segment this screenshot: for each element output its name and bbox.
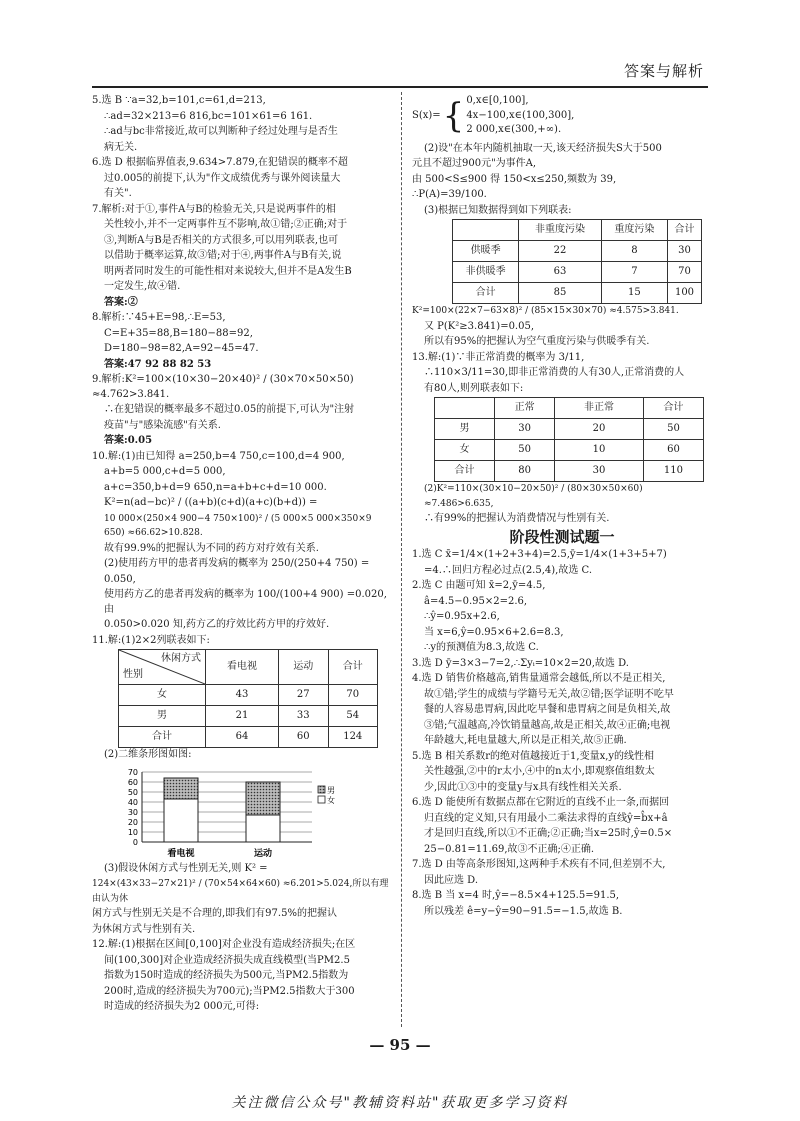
table-header: 合计 [643,398,703,419]
line: ∴ŷ=0.95x+2.6, [424,611,500,622]
piecewise-lead: S(x)= [412,109,441,121]
table-header: 看电视 [206,650,279,685]
table-cell: 供暖季 [453,241,519,262]
table-row [453,241,702,262]
line: 11.解:(1)2×2列联表如下: [92,634,210,646]
table-cell: 女 [435,440,495,461]
footer-note: 关注微信公众号"教辅资料站"获取更多学习资料 [231,1095,569,1111]
line: C=E+35=88,B=180−88=92, [104,327,253,339]
answer-8 [92,311,392,372]
table-cell: 60 [643,440,703,461]
table-header: 非正常 [555,398,644,419]
table-cell: 合计 [453,283,519,304]
table-cell: 124 [328,727,378,748]
table-cell: 8 [601,241,667,262]
bar-male [246,782,280,815]
line: (2)使用药方甲的患者再发病的概率为 250/(250+4 750) = [104,558,370,569]
line: 8.选 B 当 x=4 时,ŷ=−8.5×4+125.5=91.5, [412,890,620,901]
line: 124×(43×33−27×21)² / (70×54×64×60) ≈6.201>5.024,所以有理由认为休 [92,879,389,904]
line: (2)K²=110×(30×10−20×50)² / (80×30×50×60) ≈7.486>6.635, [424,484,643,509]
table-cell: 110 [643,461,703,482]
bar-female [164,799,198,842]
table-header: 运动 [279,650,328,685]
piecewise-function [412,94,712,138]
page-number: — 95 — [369,1036,431,1054]
line: 间(100,300]对企业造成经济损失成直线模型(当PM2.5 [104,954,350,966]
answer-label: 答案:0.05 [104,435,153,446]
answer-11 [92,634,392,938]
table-cell: 15 [601,283,667,304]
y-tick-label: 0 [132,837,138,847]
line: 6.选 D 根据临界值表,9.634>7.879,在犯错误的概率不超 [92,157,348,168]
line: ∴110×3/11=30,即非正常消费的人有30人,正常消费的人 [424,367,685,378]
line: 故①错;学生的成绩与学籍号无关,故②错;医学证明不吃早 [424,688,674,700]
line: 关性较小,并不一定两事件互不影响,故①错;②正确;对于 [104,219,348,230]
line: 少,因此①③中的变量y与x具有线性相关关系. [424,781,622,793]
line: a+c=350,b+d=9 650,n=a+b+c+d=10 000. [104,481,327,493]
line: 故有99.9%的把握认为不同的药方对疗效有关系. [104,542,319,554]
table-cell: 30 [668,241,702,262]
table-header: 重度污染 [601,220,667,241]
table-row [435,440,704,461]
table-row [119,706,378,727]
line: 由 500<S≤900 得 150<x≤250,频数为 39, [412,173,617,185]
table-cell: 10 [555,440,644,461]
table-cell: 70 [668,262,702,283]
line: 6.选 D 能使所有数据点都在它附近的直线不止一条,而据回 [412,797,670,808]
line: 有关". [104,188,132,199]
piecewise-case: 0,x∈[0,100], [466,95,529,106]
line: 10.解:(1)由已知得 a=250,b=4 750,c=100,d=4 900, [92,450,345,462]
line: ∴ad=32×213=6 816,bc=101×61=6 161. [104,110,313,122]
table-row [119,727,378,748]
y-tick-label: 50 [127,787,138,797]
table-cell: 20 [555,419,644,440]
answer-label: 答案:② [104,296,138,308]
line: 10 000×(250×4 900−4 750×100)² / (5 000×5 000×350×9 650) ≈66.62>10.828. [104,513,372,538]
line: ∴在犯错误的概率最多不超过0.05的前提下,可认为"注射 [104,404,355,415]
line: 8.解析:∵45+E=98,∴E=53, [92,312,226,323]
line: 5.选 B ∵a=32,b=101,c=61,d=213, [92,95,266,106]
line: (2)二维条形图如图: [104,749,192,760]
line: K²=100×(22×7−63×8)² / (85×15×30×70) ≈4.575>3.841. [412,306,679,316]
line: 年龄越大,耗电量越大,所以是正相关,故⑤正确. [424,735,627,746]
y-tick-label: 60 [127,777,138,787]
line: 12.解:(1)根据在区间[0,100]对企业没有造成经济损失;在区 [92,939,356,950]
corner-top-label: 休闲方式 [161,653,201,664]
table-row [453,283,702,304]
table-cell: 60 [279,727,328,748]
contingency-table-12 [452,219,702,304]
table-cell: 30 [495,419,555,440]
line: 病无关. [104,141,138,153]
bar-female [246,815,280,842]
line: 2.选 C 由题可知 x̄=2,ȳ=4.5, [412,580,546,591]
line: 当 x=6,ŷ=0.95×6+2.6=8.3, [424,626,564,638]
table-cell: 54 [328,706,378,727]
line: 5.选 B 相关系数r的绝对值越接近于1,变量x,y的线性相 [412,750,655,762]
section-title: 阶段性测试题一 [509,527,615,546]
table-cell: 43 [206,685,279,706]
table-cell: 22 [519,241,601,262]
answer-6 [92,156,392,202]
line: 关性越强,②中的r太小,④中的n太小,即观察值组数太 [424,766,655,777]
table-cell: 合计 [435,461,495,482]
line: 4.选 D 销售价格越高,销售量通常会越低,所以不是正相关, [412,673,666,684]
line: (3)根据已知数据得到如下列联表: [424,204,572,216]
line: ∴P(A)=39/100. [412,189,487,200]
table-cell: 30 [555,461,644,482]
table-header: 正常 [495,398,555,419]
table-header: 合计 [328,650,378,685]
table-cell: 合计 [119,727,206,748]
table-cell: 男 [119,706,206,727]
line: 所以残差 ê=y−ŷ=90−91.5=−1.5,故选 B. [424,905,623,917]
table-row [435,419,704,440]
line: 一定发生,故④错. [104,281,181,292]
column-divider [401,92,402,1027]
line: (2)设"在本年内随机抽取一天,该天经济损失S大于500 [424,142,662,154]
line: 明两者同时发生的可能性相对来说较大,但并不是A发生B [104,265,352,277]
table-cell: 非供暖季 [453,262,519,283]
answer-label: 答案:47 92 88 82 53 [104,358,212,370]
table-header: 合计 [668,220,702,241]
line: 以借助于概率运算,故③错;对于④,两事件A与B有关,说 [104,250,342,261]
table-cell: 63 [519,262,601,283]
piecewise-case: 2 000,x∈(300,+∞). [466,124,562,135]
line: K²=n(ad−bc)² / ((a+b)(c+d)(a+c)(b+d)) = [104,497,318,508]
page-header-title: 答案与解析 [623,62,704,80]
line: 使用药方乙的患者再发病的概率为 100/(100+4 900) =0.020,由 [104,589,387,615]
line: ③,判断A与B是否相关的方式很多,可以用列联表,也可 [104,234,339,246]
line: â=4.5−0.95×2=2.6, [424,595,528,607]
line: 9.解析:K²=100×(10×30−20×40)² / (30×70×50×50) ≈4.762>3.841. [92,374,354,400]
contingency-table-11 [118,649,378,748]
line: ③错;气温越高,冷饮销量越高,故是正相关,故④正确;电视 [424,719,671,731]
table-corner-cell [119,650,206,685]
line: 才是回归直线,所以①不正确;②正确;当x=25时,ŷ=0.5× [424,828,673,839]
corner-bottom-label: 性别 [123,668,143,680]
brace-icon: { [442,95,465,136]
table-cell: 50 [643,419,703,440]
right-column [412,94,712,920]
line: 1.选 C x̄=1/4×(1+2+3+4)=2.5,ȳ=1/4×(1+3+5+7) [412,549,667,560]
line: 时造成的经济损失为2 000元,可得: [104,1001,260,1012]
table-cell: 70 [328,685,378,706]
table-row [119,685,378,706]
line: (3)假设休闲方式与性别无关,则 K² = [104,862,268,874]
x-tick-label: 运动 [253,848,273,859]
answer-10 [92,450,392,633]
contingency-table-13 [434,397,704,482]
table-row [435,461,704,482]
y-tick-label: 20 [127,817,138,827]
line: D=180−98=82,A=92−45=47. [104,343,259,354]
answer-5 [92,94,392,155]
line: 指数为150时造成的经济损失为500元,当PM2.5指数为 [104,970,349,981]
table-cell: 7 [601,262,667,283]
table-header [435,398,495,419]
table-cell: 男 [435,419,495,440]
table-cell: 33 [279,706,328,727]
line: ∴有99%的把握认为消费情况与性别有关. [424,513,610,524]
table-cell: 50 [495,440,555,461]
line: 3.选 D ȳ=3×3−7=2,∴Σyᵢ=10×2=20,故选 D. [412,657,629,669]
answer-13 [412,351,712,527]
y-tick-label: 40 [127,797,138,807]
line: ∴ad与bc非常接近,故可以判断种子经过处理与是否生 [104,126,338,137]
line: 7.选 D 由等高条形图知,这两种手术疾有不同,但差别不大, [412,859,666,870]
legend-swatch-female [318,796,325,803]
y-tick-label: 70 [127,767,138,777]
line: 又 P(K²≥3.841)=0.05, [424,320,535,332]
y-tick-label: 10 [127,827,138,837]
line: 因此应选 D. [424,874,479,886]
line: 为休闲方式与性别有关. [92,923,196,935]
table-cell: 85 [519,283,601,304]
line: ∴y的预测值为8.3,故选 C. [424,642,539,653]
table-header: 非重度污染 [519,220,601,241]
y-tick-label: 30 [127,807,138,817]
x-tick-label: 看电视 [167,848,195,859]
answer-12 [92,938,392,1015]
line: 0.050, [104,573,136,585]
table-row [453,262,702,283]
header-rule [92,86,708,88]
line: 7.解析:对于①,事件A与B的检验无关,只是说两事件的相 [92,203,336,215]
left-column [92,94,392,1016]
legend-swatch-male [318,786,325,793]
table-cell: 27 [279,685,328,706]
table-header [453,220,519,241]
answer-9 [92,373,392,449]
line: a+b=5 000,c+d=5 000, [104,466,226,477]
line: 有80人,则列联表如下: [424,382,524,394]
line: 25−0.81=11.69,故③不正确;④正确. [424,843,595,855]
bar-male [164,778,198,799]
answer-12-part2 [412,142,712,350]
stage-test-answers [412,548,712,919]
legend-label-female: 女 [327,795,335,805]
line: 元且不超过900元"为事件A, [412,158,537,169]
line: 13.解:(1)∵非正常消费的概率为 3/11, [412,351,585,363]
line: 闲方式与性别无关是不合理的,即我们有97.5%的把握认 [92,908,337,919]
table-cell: 64 [206,727,279,748]
line: 所以有95%的把握认为空气重度污染与供暖季有关. [424,336,650,347]
line: =4.∴回归方程必过点(2.5,4),故选 C. [424,564,592,576]
line: 归直线的定义知,只有用最小二乘法求得的直线ŷ=b̂x+â [424,812,668,824]
legend-label-male: 男 [327,785,335,795]
table-cell: 80 [495,461,555,482]
stacked-bar-chart [112,764,372,862]
piecewise-case: 4x−100,x∈(100,300], [466,109,575,121]
line: 0.050>0.020 知,药方乙的疗效比药方甲的疗效好. [104,619,330,630]
line: 过0.005的前提下,认为"作文成绩优秀与课外阅读量大 [104,172,341,184]
line: 疫苗"与"感染流感"有关系. [104,419,221,431]
answer-7 [92,203,392,311]
table-cell: 21 [206,706,279,727]
table-cell: 100 [668,283,702,304]
table-cell: 女 [119,685,206,706]
line: 200时,造成的经济损失为700元);当PM2.5指数大于300 [104,985,355,997]
line: 餐的人容易患胃病,因此吃早餐和患胃病之间是负相关,故 [424,704,671,715]
